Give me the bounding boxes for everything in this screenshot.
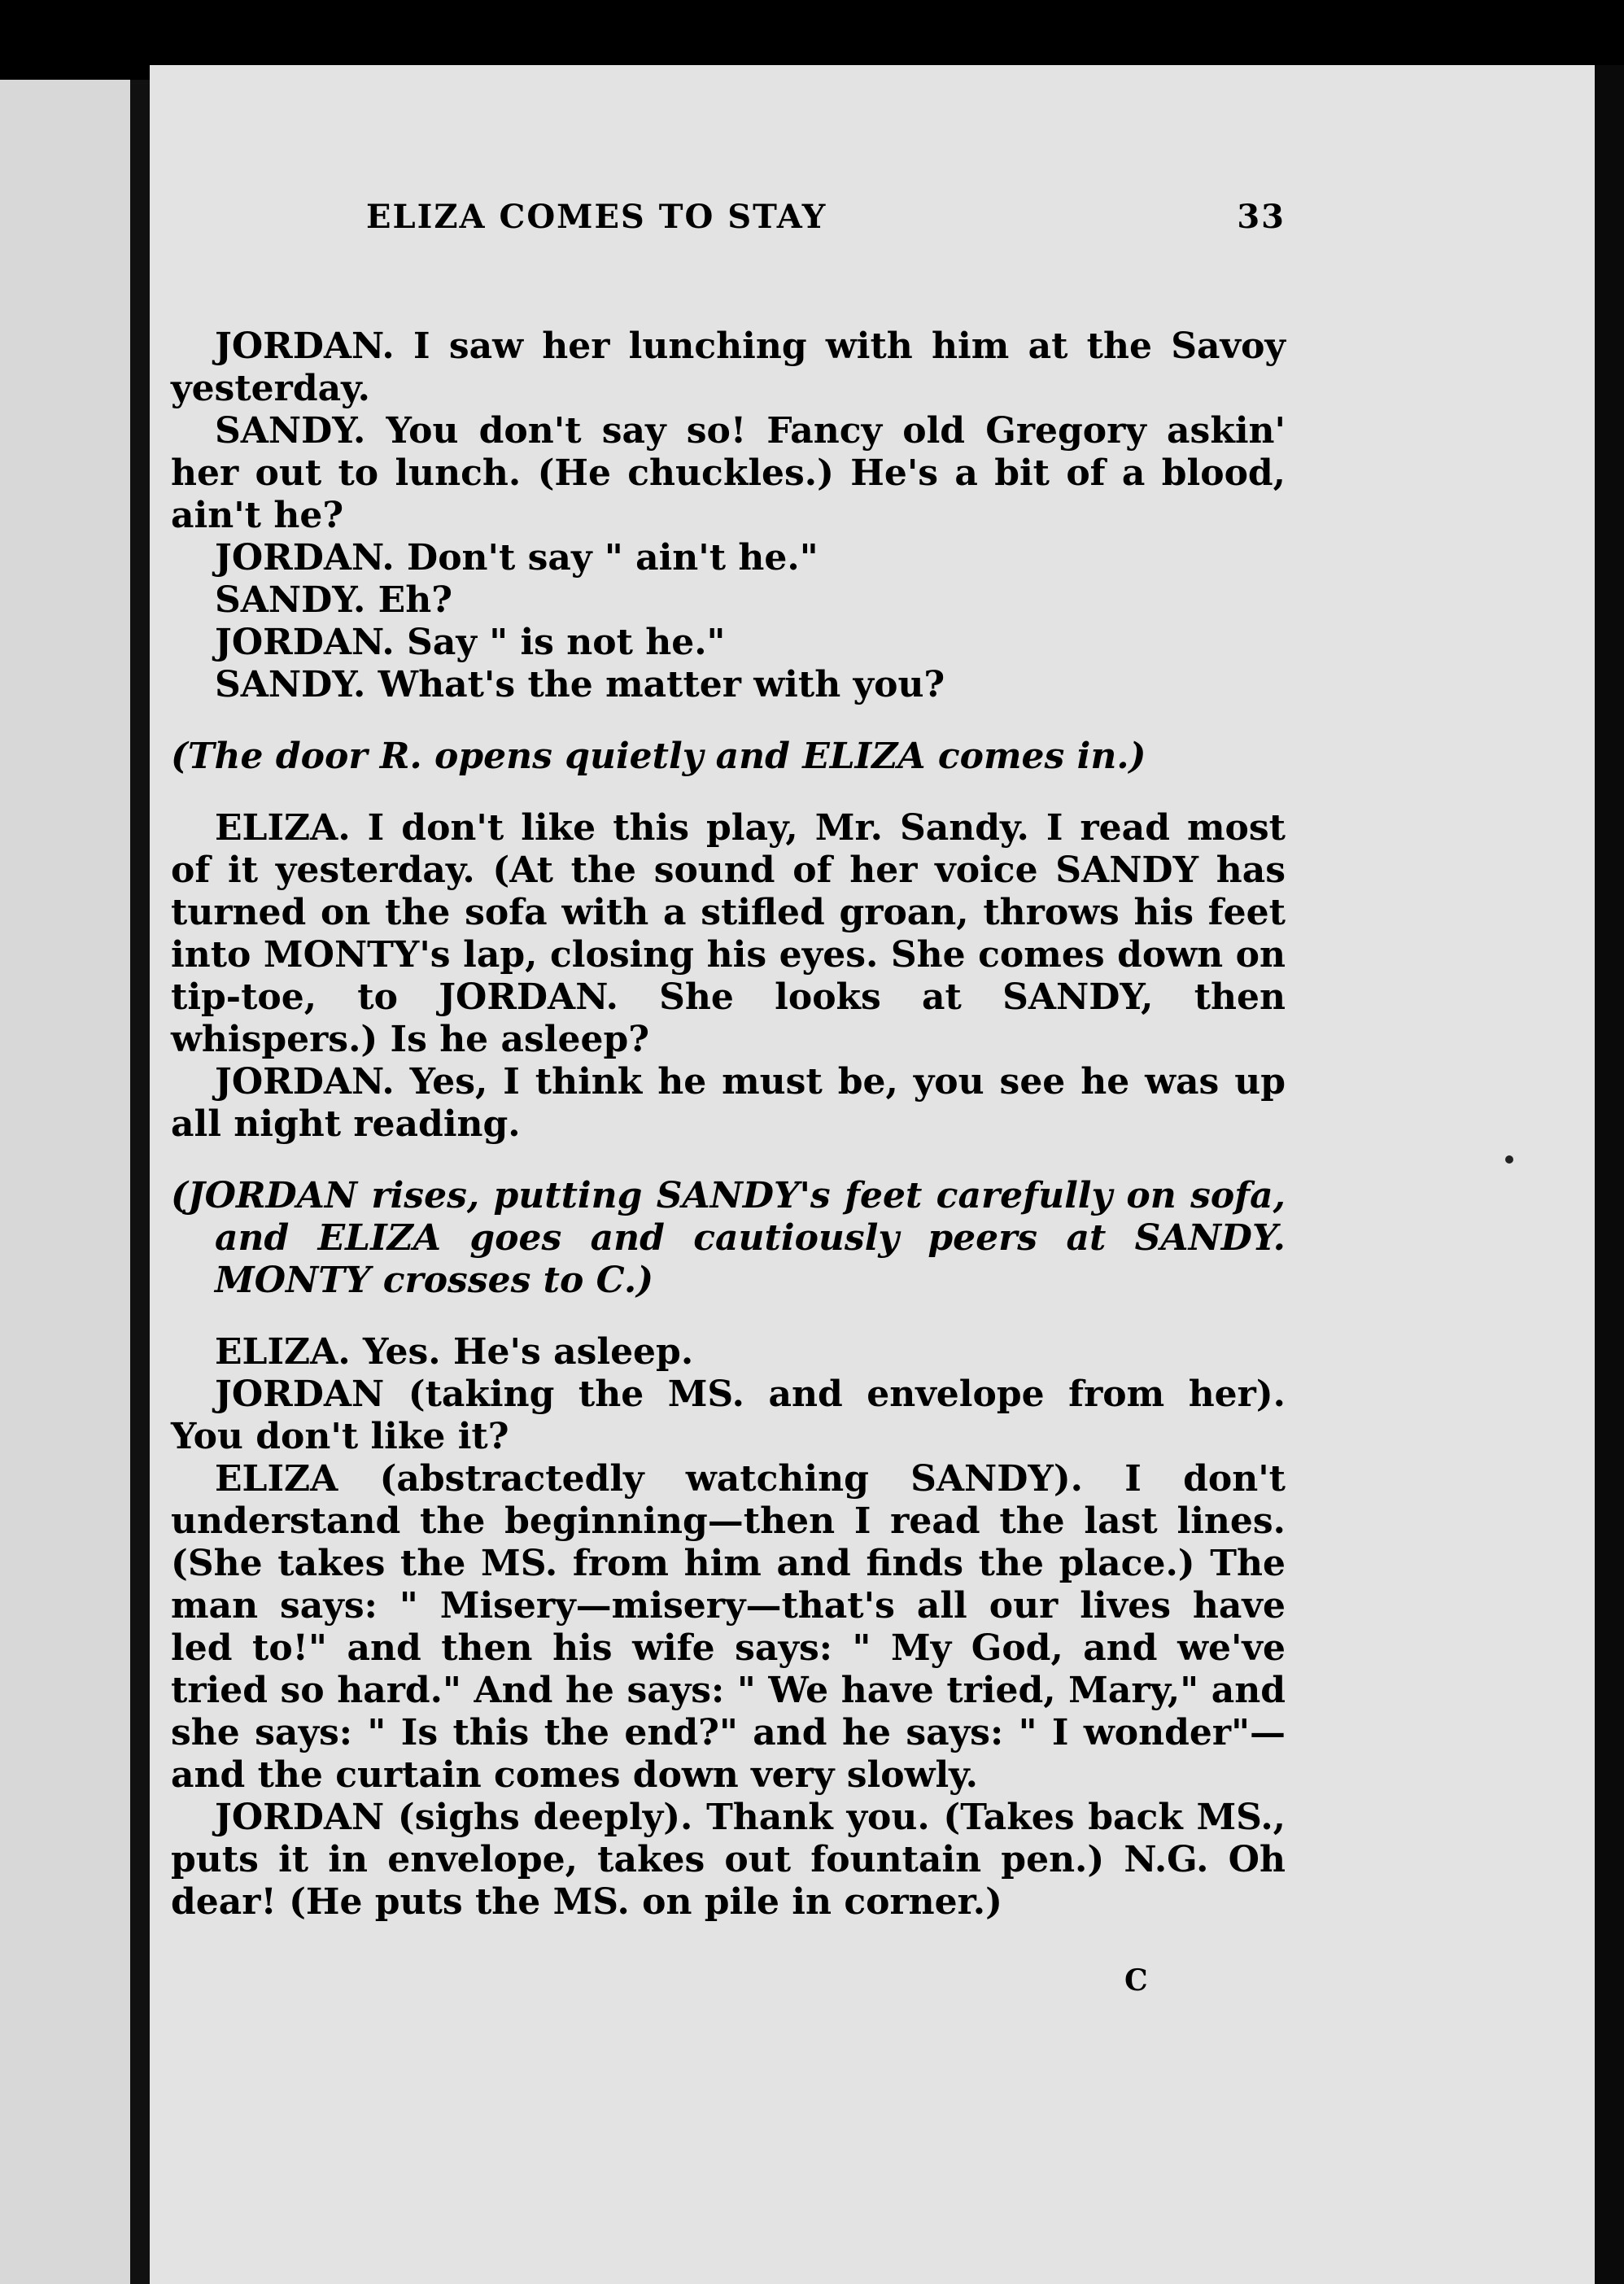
speech-line: SANDY. You don't say so! Fancy old Gregory askin' her out to lunch. (He chuckles.) He's a bit of a blood, ain't he?	[171, 410, 1286, 536]
stage-direction: (JORDAN rises, putting SANDY's feet carefully on sofa, and ELIZA goes and cautiously peers at SANDY. MONTY crosses to C.)	[171, 1175, 1286, 1301]
stage-direction: (The door R. opens quietly and ELIZA comes in.)	[171, 736, 1146, 777]
speech-line: JORDAN. Say " is not he."	[215, 622, 726, 663]
speech-line: ELIZA. I don't like this play, Mr. Sandy. I read most of it yesterday. (At the sound of her voice SANDY has turned on the sofa with a stifled groan, throws his feet into MONTY's lap, closing his eyes. She comes down on tip-toe, to JORDAN. She looks at SANDY, then whispers.) Is he asleep?	[171, 807, 1286, 1060]
speech-line: ELIZA. Yes. He's asleep.	[215, 1331, 694, 1373]
speech-line: JORDAN (taking the MS. and envelope from her). You don't like it?	[171, 1373, 1286, 1457]
page-text	[171, 325, 1286, 1924]
running-title: ELIZA COMES TO STAY	[366, 198, 827, 236]
speech-line: JORDAN. Yes, I think he must be, you see he was up all night reading.	[171, 1061, 1286, 1145]
speech-line: ELIZA (abstractedly watching SANDY). I don't understand the beginning—then I read the last lines. (She takes the MS. from him and finds the place.) The man says: " Misery—misery—that's all our lives have led to!" and then his wife says: " My God, and we've tried so hard." And he says: " We have tried, Mary," and she says: " Is this the end?" and he says: " I wonder"—and the curtain comes down very slowly.	[171, 1458, 1286, 1796]
speech-line: SANDY. What's the matter with you?	[215, 664, 945, 705]
speech-line: JORDAN (sighs deeply). Thank you. (Takes back MS., puts it in envelope, takes out fountain pen.) N.G. Oh dear! (He puts the MS. on pile in corner.)	[171, 1797, 1286, 1923]
speech-line: JORDAN. I saw her lunching with him at the Savoy yesterday.	[171, 325, 1286, 409]
speck	[1505, 1155, 1513, 1164]
book-gutter	[130, 80, 150, 2284]
page-number: 33	[1237, 198, 1286, 236]
signature-mark: C	[1124, 1963, 1148, 1998]
speech-line: SANDY. Eh?	[215, 579, 452, 621]
speech-line: JORDAN. Don't say " ain't he."	[215, 537, 819, 579]
facing-page-edge	[0, 80, 130, 2284]
scan-border	[1595, 65, 1624, 2284]
